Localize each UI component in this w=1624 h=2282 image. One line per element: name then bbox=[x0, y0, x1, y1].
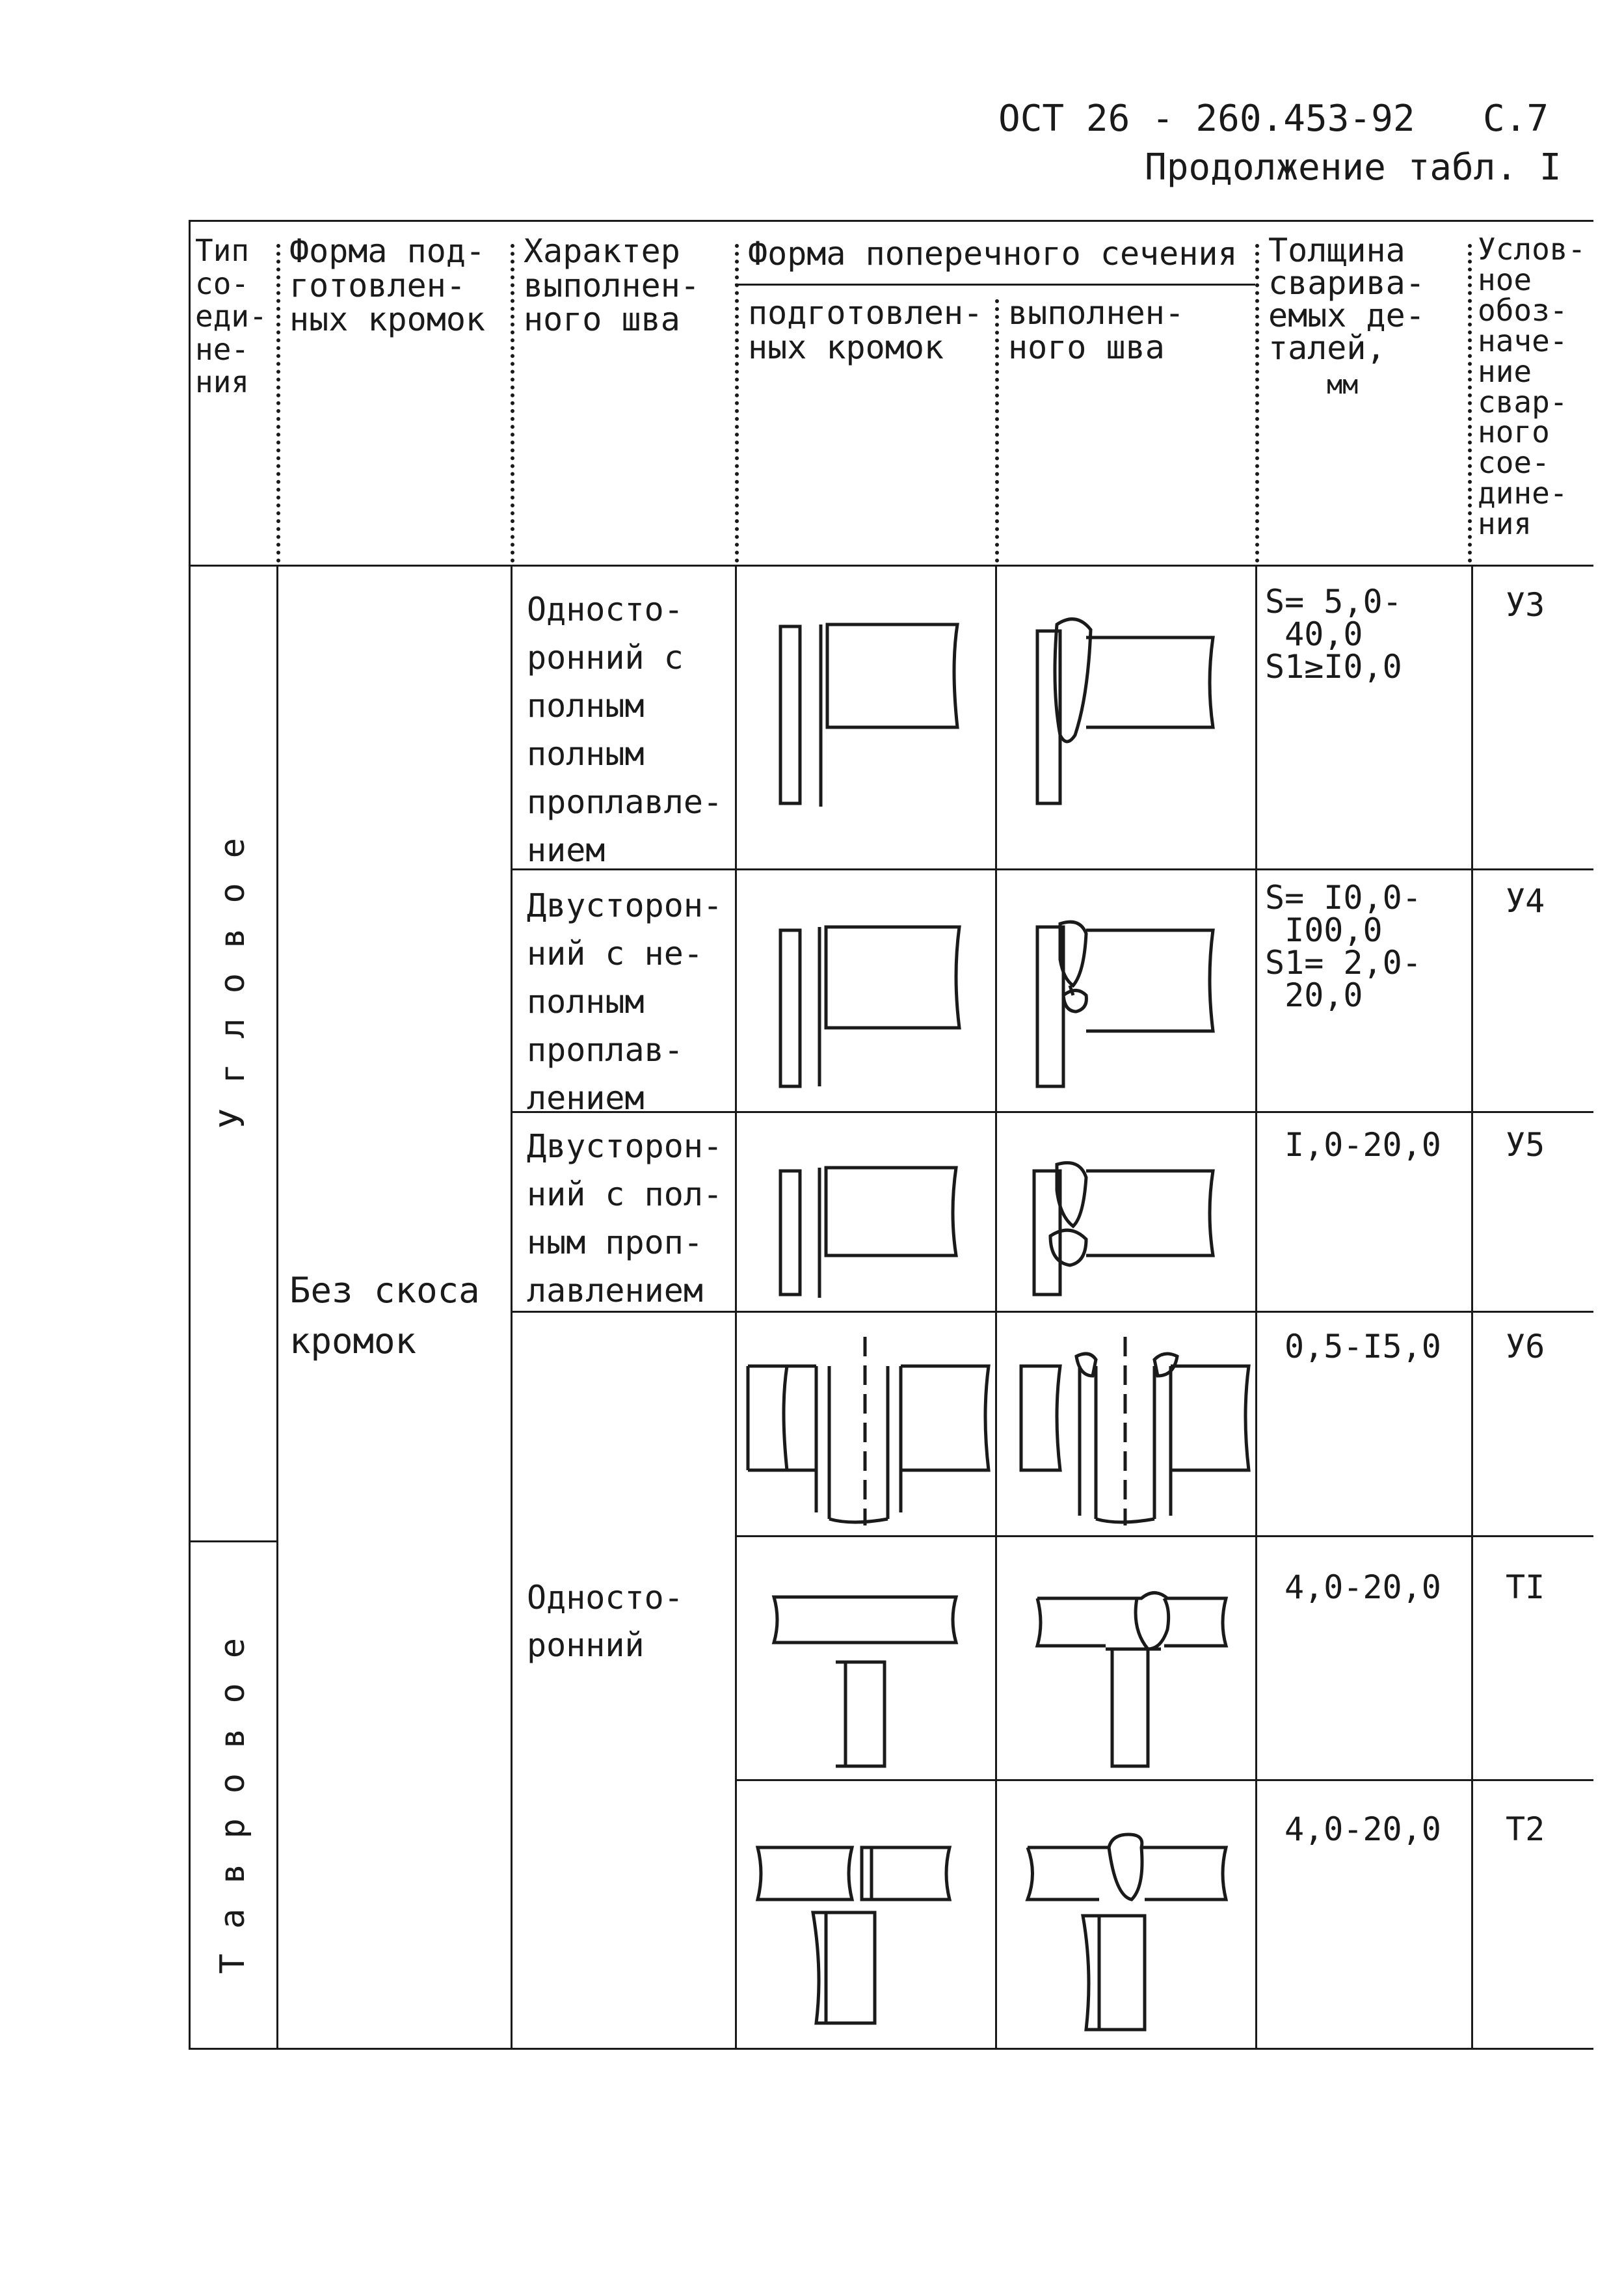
header-finished-seam: выполнен- ного шва bbox=[1008, 294, 1184, 366]
row-2-thickness: S= I0,0- I00,0 S1= 2,0- 20,0 bbox=[1265, 879, 1422, 1014]
header-prepared-edges: подготовлен- ных кромок bbox=[748, 294, 983, 366]
header-bottom-border bbox=[189, 565, 1593, 567]
group-type-angular: Угловое bbox=[213, 813, 252, 1129]
header-type: Тип со- еди- не- ния bbox=[195, 233, 267, 400]
header-edge-form: Форма под- готовлен- ных кромок bbox=[289, 232, 486, 338]
row-4-prepared-edges-sketch bbox=[741, 1330, 995, 1538]
row-4-thickness: 0,5-I5,0 bbox=[1285, 1328, 1441, 1365]
row-3-thickness: I,0-20,0 bbox=[1285, 1126, 1441, 1164]
row-5-character: Односто- ронний bbox=[527, 1579, 684, 1664]
row-3-finished-seam-sketch bbox=[1034, 1158, 1229, 1308]
table-top-border bbox=[189, 220, 1593, 222]
table-bottom-border bbox=[189, 2048, 1593, 2050]
row-5-prepared-edges-sketch bbox=[771, 1594, 966, 1769]
col-sep-3 bbox=[735, 565, 737, 2050]
row-6-finished-seam-sketch bbox=[1024, 1834, 1232, 2036]
row-3-prepared-edges-sketch bbox=[780, 1168, 963, 1304]
row-6-prepared-edges-sketch bbox=[754, 1841, 956, 2036]
table-continuation: Продолжение табл. I bbox=[1145, 146, 1562, 189]
header-designation: Услов- ное обоз- наче- ние свар- ного сое- дине- ния bbox=[1478, 232, 1586, 542]
row-2-prepared-edges-sketch bbox=[780, 924, 969, 1093]
edge-form-value: Без скоса кромок bbox=[289, 1270, 480, 1362]
row-3-character: Двусторон- ний с пол- ным проп- лавлением bbox=[527, 1127, 723, 1309]
col-sep-2 bbox=[511, 565, 512, 2050]
row-1-finished-seam-sketch bbox=[1037, 618, 1226, 813]
header-cross-section: Форма поперечного сечения bbox=[748, 235, 1238, 273]
row-5-code: TI bbox=[1506, 1568, 1545, 1606]
row-2-finished-seam-sketch bbox=[1037, 920, 1226, 1096]
header-sep-1 bbox=[276, 244, 280, 563]
row-6-thickness: 4,0-20,0 bbox=[1285, 1810, 1441, 1848]
row-3-code: У5 bbox=[1506, 1126, 1545, 1164]
header-sep-5 bbox=[1255, 244, 1259, 563]
table-left-border bbox=[189, 220, 191, 2050]
row-4-code: У6 bbox=[1506, 1328, 1545, 1365]
col-sep-4 bbox=[995, 565, 997, 2050]
header-seam-character: Характер выполнен- ного шва bbox=[524, 232, 700, 338]
header-sep-2 bbox=[511, 244, 514, 563]
row-1-character: Односто- ронний с полным полным проплавле- нием bbox=[527, 591, 723, 869]
row-sep-5 bbox=[735, 1779, 1593, 1781]
header-sep-6 bbox=[1468, 244, 1472, 563]
col-sep-1 bbox=[276, 565, 278, 2050]
row-1-prepared-edges-sketch bbox=[780, 621, 963, 816]
row-2-code: У4 bbox=[1506, 882, 1545, 920]
document-code: ОСТ 26 - 260.453-92 bbox=[998, 98, 1415, 140]
header-thickness: Толщина сварива- емых де- талей, bbox=[1268, 232, 1425, 367]
row-6-code: T2 bbox=[1506, 1810, 1545, 1848]
col-sep-5 bbox=[1255, 565, 1257, 2050]
header-sep-4 bbox=[995, 299, 999, 563]
row-5-thickness: 4,0-20,0 bbox=[1285, 1568, 1441, 1606]
page-number: С.7 bbox=[1483, 98, 1549, 140]
header-thickness-unit: мм bbox=[1327, 370, 1359, 400]
group-type-tee: Тавровое bbox=[213, 1613, 252, 1974]
row-2-character: Двусторон- ний с не- полным проплав- лением bbox=[527, 887, 723, 1117]
row-4-finished-seam-sketch bbox=[1002, 1330, 1255, 1538]
row-1-thickness: S= 5,0- 40,0 S1≥I0,0 bbox=[1265, 583, 1402, 686]
row-1-code: У3 bbox=[1506, 586, 1545, 624]
row-5-finished-seam-sketch bbox=[1034, 1591, 1229, 1773]
col-sep-6 bbox=[1471, 565, 1473, 2050]
cross-section-divider bbox=[735, 284, 1255, 286]
group-sep bbox=[189, 1540, 276, 1542]
header-sep-3 bbox=[735, 244, 739, 563]
